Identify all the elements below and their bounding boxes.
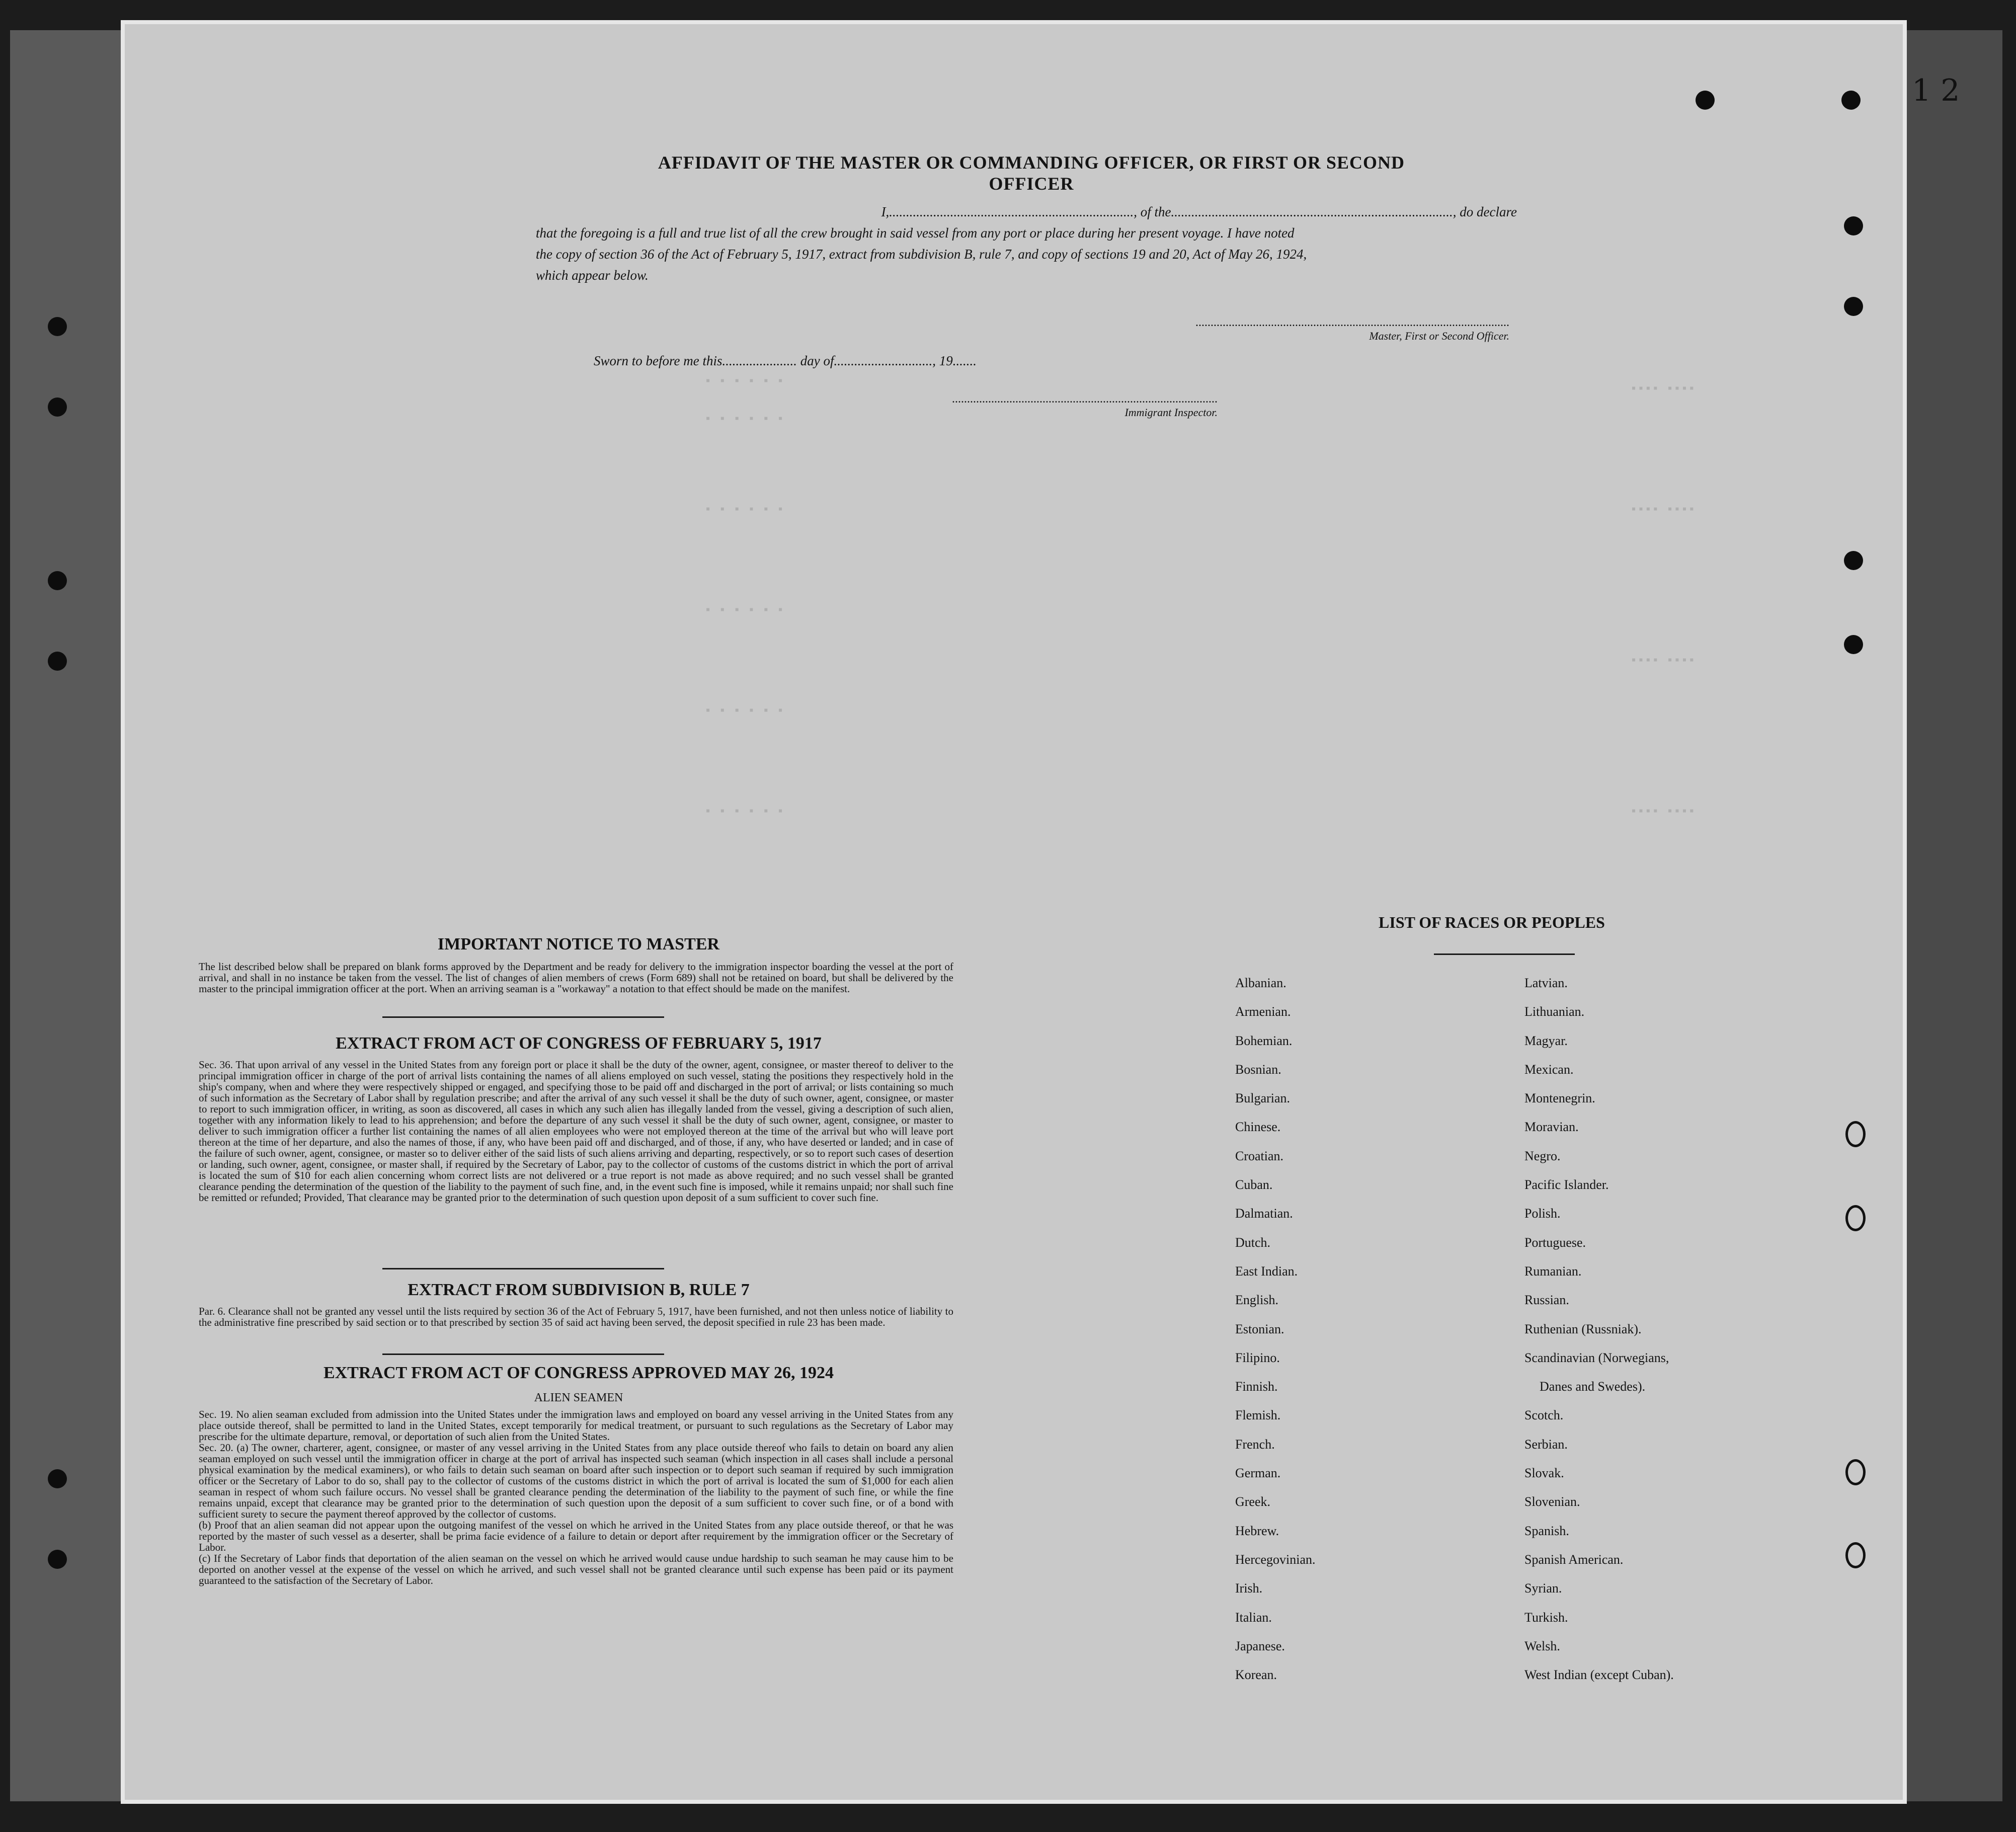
punch-hole xyxy=(1845,1121,1866,1147)
race-item: Croatian. xyxy=(1235,1148,1284,1163)
sec20a-text: Sec. 20. (a) The owner, charterer, agent, consignee, or master of any vessel arriving in the United States from any place outside thereof who fails to detain on board any alien seaman employed on such vessel until the immigration officer in charge at the port of arrival has inspected such seaman (which inspection in all cases shall include a personal physical examination by the medical examiners), or who fails to detain such seaman on board after such inspection or to deport such seaman if required by such immigration officer or the Secretary of Labor to do so, shall pay to the collector of customs of the customs district in which the port of arrival is located the sum of $1,000 for each alien seaman in respect of whom such failure occurs. No vessel shall be granted clearance pending the determination of the liability to the payment of such fine, or while the fine remains unpaid, except that clearance may be granted prior to the determination of such question upon the deposit of a sum sufficient to cover such fine, or of a bond with sufficient surety to secure the payment thereof approved by the collector of customs. xyxy=(199,1442,953,1520)
race-item: Danes and Swedes). xyxy=(1540,1379,1646,1394)
bleed-through: ▪▪▪▪ ▪▪▪▪ xyxy=(1630,805,1696,819)
race-item: Bosnian. xyxy=(1235,1062,1281,1077)
race-item: Moravian. xyxy=(1524,1120,1579,1135)
race-item: English. xyxy=(1235,1293,1278,1308)
race-item: Syrian. xyxy=(1524,1581,1562,1596)
declaration-line: the copy of section 36 of the Act of February 5, 1917, extract from subdivision B, rule 7, and copy of sections 19 and 20, Act of May 26, 1924, xyxy=(536,247,1307,262)
bleed-through: ▪ ▪ ▪ ▪ ▪ ▪ xyxy=(704,503,784,517)
race-item: Serbian. xyxy=(1524,1437,1568,1452)
master-signature-line xyxy=(1026,316,1509,343)
race-item: West Indian (except Cuban). xyxy=(1524,1667,1674,1683)
affidavit-title: AFFIDAVIT OF THE MASTER OR COMMANDING OFFICER, OR FIRST OR SECOND OFFICER xyxy=(658,152,1405,194)
race-item: Mexican. xyxy=(1524,1062,1574,1077)
race-item: Scotch. xyxy=(1524,1408,1564,1423)
inspector-label: Immigrant Inspector. xyxy=(1124,406,1218,419)
race-item: Cuban. xyxy=(1235,1177,1273,1192)
inspector-signature-line xyxy=(735,392,1218,419)
sec20c-text: (c) If the Secretary of Labor finds that deportation of the alien seaman on the vessel on which he arrived would cause undue hardship to such seaman he may cause him to be deported on another vessel at the expense of the vessel on which he arrived, and such vessel shall not be granted clearance until such expense has been paid or its payment guaranteed to the satisfaction of the Secretary of Labor. xyxy=(199,1552,953,1586)
race-item: Negro. xyxy=(1524,1148,1561,1163)
punch-hole xyxy=(48,571,67,590)
race-item: Pacific Islander. xyxy=(1524,1177,1609,1192)
divider xyxy=(382,1353,664,1355)
punch-hole xyxy=(1844,216,1863,235)
scan-right-edge xyxy=(1907,30,2002,1801)
race-item: Montenegrin. xyxy=(1524,1091,1595,1106)
race-item: Hebrew. xyxy=(1235,1523,1279,1538)
sec19-text: Sec. 19. No alien seaman excluded from admission into the United States under the immigration laws and employed on board any vessel arriving in the United States from any place outside thereof, shall be permitted to land in the United States, except temporarily for medical treatment, or pursuant to such regulations as the Secretary of Labor may prescribe for the ultimate departure, removal, or deportation of such alien from the United States. xyxy=(199,1408,953,1443)
race-item: Magyar. xyxy=(1524,1033,1568,1048)
punch-hole xyxy=(1841,91,1861,110)
bleed-through: ▪▪▪▪ ▪▪▪▪ xyxy=(1630,503,1696,517)
race-item: Lithuanian. xyxy=(1524,1004,1585,1019)
races-right-column xyxy=(1524,969,1806,1689)
race-item: Estonian. xyxy=(1235,1321,1284,1336)
race-item: Irish. xyxy=(1235,1581,1263,1596)
race-item: East Indian. xyxy=(1235,1263,1298,1279)
act-1924-body xyxy=(199,1409,953,1586)
race-item: Spanish. xyxy=(1524,1523,1569,1538)
race-item: Slovenian. xyxy=(1524,1494,1580,1509)
punch-hole xyxy=(1845,1205,1866,1231)
bleed-through: ▪▪▪▪ ▪▪▪▪ xyxy=(1630,382,1696,396)
races-left-column xyxy=(1235,969,1446,1689)
race-item: Ruthenian (Russniak). xyxy=(1524,1321,1642,1336)
race-item: Chinese. xyxy=(1235,1120,1281,1135)
punch-hole xyxy=(1845,1542,1866,1568)
race-item: German. xyxy=(1235,1466,1281,1481)
sworn-line: Sworn to before me this...................... day of............................., 19....... xyxy=(594,353,977,368)
divider xyxy=(382,1268,664,1269)
bleed-through: ▪ ▪ ▪ ▪ ▪ ▪ xyxy=(704,375,784,388)
race-item: Turkish. xyxy=(1524,1610,1568,1625)
act-1917-title: EXTRACT FROM ACT OF CONGRESS OF FEBRUARY 5, 1917 xyxy=(336,1034,822,1053)
race-item: Hercegovinian. xyxy=(1235,1552,1316,1567)
races-title: LIST OF RACES OR PEOPLES xyxy=(1379,913,1605,931)
race-item: Italian. xyxy=(1235,1610,1272,1625)
act-1924-subtitle: ALIEN SEAMEN xyxy=(534,1391,623,1404)
declaration-line: I,........................................................................, of the..................................................................................., do declare xyxy=(881,204,1517,219)
race-item: Korean. xyxy=(1235,1667,1277,1683)
act-1917-text: Sec. 36. That upon arrival of any vessel in the United States from any foreign port or place it shall be the duty of the owner, agent, consignee, or master thereof to deliver to the principal immigration officer in charge of the port of arrival lists containing the names of all aliens employed on such vessel, stating the positions they respectively hold in the ship's company, when and where they were respectively shipped or engaged, and specifying those to be paid off and discharged in the port of arrival; or lists containing so much of such information as the Secretary of Labor shall by regulation prescribe; and after the arrival of any such vessel it shall be the duty of such owner, agent, consignee, or master to report to such immigration officer, in writing, as soon as discovered, all cases in which any such alien has illegally landed from the vessel, giving a description of such alien, together with any information likely to lead to his apprehension; and before the departure of any such vessel it shall be the duty of such owner, agent, consignee, or master to deliver to such immigration officer a further list containing the names of all alien employees who were not employed thereon at the time of the arrival but who will leave port thereon at the time of her departure, and also the names of those, if any, who have been paid off and discharged, and of those, if any, who have deserted or landed; and in case of the failure of such owner, agent, consignee, or master so to deliver either of the said lists of such aliens arriving and departing, respectively, or so to report such cases of desertion or landing, such owner, agent, consignee, or master shall, if required by the Secretary of Labor, pay to the collector of customs of the customs district in which the port of arrival is located the sum of $10 for each alien concerning whom correct lists are not delivered or a true report is not made as above required; and no such vessel shall be granted clearance pending the determination of the question of the liability to the payment of such fine, and, in the event such fine is imposed, while it remains unpaid; nor shall such fine be remitted or refunded; Provided, That clearance may be granted prior to the determination of such question upon deposit of a sum sufficient to cover such fine. xyxy=(199,1059,953,1204)
divider xyxy=(1434,953,1575,955)
inspector-dots: ........................................................................................ xyxy=(952,392,1218,406)
bleed-through: ▪ ▪ ▪ ▪ ▪ ▪ xyxy=(704,413,784,426)
punch-hole xyxy=(1845,1459,1866,1485)
race-item: French. xyxy=(1235,1437,1275,1452)
bleed-through: ▪ ▪ ▪ ▪ ▪ ▪ xyxy=(704,604,784,617)
signature-dots: ........................................................................................................ xyxy=(1195,316,1509,329)
rule7-title: EXTRACT FROM SUBDIVISION B, RULE 7 xyxy=(408,1281,750,1299)
bleed-through: ▪ ▪ ▪ ▪ ▪ ▪ xyxy=(704,805,784,819)
declaration-line: that the foregoing is a full and true list of all the crew brought in said vessel from any port or place during her present voyage. I have noted xyxy=(536,225,1295,241)
race-item: Filipino. xyxy=(1235,1350,1280,1365)
race-item: Dutch. xyxy=(1235,1235,1271,1250)
race-item: Bulgarian. xyxy=(1235,1091,1291,1106)
race-item: Slovak. xyxy=(1524,1466,1564,1481)
act-1924-title: EXTRACT FROM ACT OF CONGRESS APPROVED MAY 26, 1924 xyxy=(323,1364,834,1382)
handwritten-numbers: 1 2 xyxy=(1912,73,1960,108)
race-item: Rumanian. xyxy=(1524,1263,1582,1279)
race-item: Bohemian. xyxy=(1235,1033,1293,1048)
race-item: Welsh. xyxy=(1524,1638,1560,1653)
divider xyxy=(382,1016,664,1018)
punch-hole xyxy=(1844,635,1863,654)
notice-text: The list described below shall be prepared on blank forms approved by the Department and be ready for delivery to the immigration inspector boarding the vessel at the port of arrival, and shall in no instance be taken from the vessel. The list of changes of alien members of crews (Form 689) shall not be retained on board, but shall be delivered by the master to the principal immigration officer at the port. When an arriving seaman is a "workaway" a notation to that effect should be made on the manifest. xyxy=(199,961,953,995)
punch-hole xyxy=(1844,297,1863,316)
race-item: Dalmatian. xyxy=(1235,1206,1293,1221)
bleed-through: ▪ ▪ ▪ ▪ ▪ ▪ xyxy=(704,704,784,718)
punch-hole xyxy=(1844,551,1863,570)
race-item: Armenian. xyxy=(1235,1004,1291,1019)
race-item: Scandinavian (Norwegians, xyxy=(1524,1350,1669,1365)
punch-hole xyxy=(48,652,67,671)
race-item: Latvian. xyxy=(1524,976,1568,990)
race-item: Japanese. xyxy=(1235,1638,1285,1653)
race-item: Portuguese. xyxy=(1524,1235,1586,1250)
race-item: Flemish. xyxy=(1235,1408,1281,1423)
punch-hole xyxy=(48,1550,67,1569)
race-item: Spanish American. xyxy=(1524,1552,1624,1567)
notice-title: IMPORTANT NOTICE TO MASTER xyxy=(437,935,720,953)
scan-left-edge xyxy=(10,30,121,1801)
race-item: Russian. xyxy=(1524,1293,1569,1308)
race-item: Albanian. xyxy=(1235,976,1286,990)
race-item: Polish. xyxy=(1524,1206,1561,1221)
bleed-through: ▪▪▪▪ ▪▪▪▪ xyxy=(1630,654,1696,668)
signature-label: Master, First or Second Officer. xyxy=(1369,330,1509,342)
affidavit-declaration xyxy=(536,201,1517,286)
punch-hole xyxy=(1696,91,1715,110)
declaration-line: which appear below. xyxy=(536,268,649,283)
race-item: Finnish. xyxy=(1235,1379,1278,1394)
punch-hole xyxy=(48,397,67,417)
rule7-text: Par. 6. Clearance shall not be granted any vessel until the lists required by section 36 of the Act of February 5, 1917, have been furnished, and not then unless notice of liability to the administrative fine prescribed by said section or to that prescribed by section 35 of said act having been served, the deposit specified in rule 23 has been made. xyxy=(199,1305,953,1328)
punch-hole xyxy=(48,317,67,336)
race-item: Greek. xyxy=(1235,1494,1271,1509)
punch-hole xyxy=(48,1469,67,1488)
sec20b-text: (b) Proof that an alien seaman did not appear upon the outgoing manifest of the vessel on which he arrived in the United States from any place outside thereof, or that he was reported by the master of such vessel as a deserter, shall be prima facie evidence of a failure to detain or deport after requirement by the immigration officer or the Secretary of Labor. xyxy=(199,1519,953,1553)
